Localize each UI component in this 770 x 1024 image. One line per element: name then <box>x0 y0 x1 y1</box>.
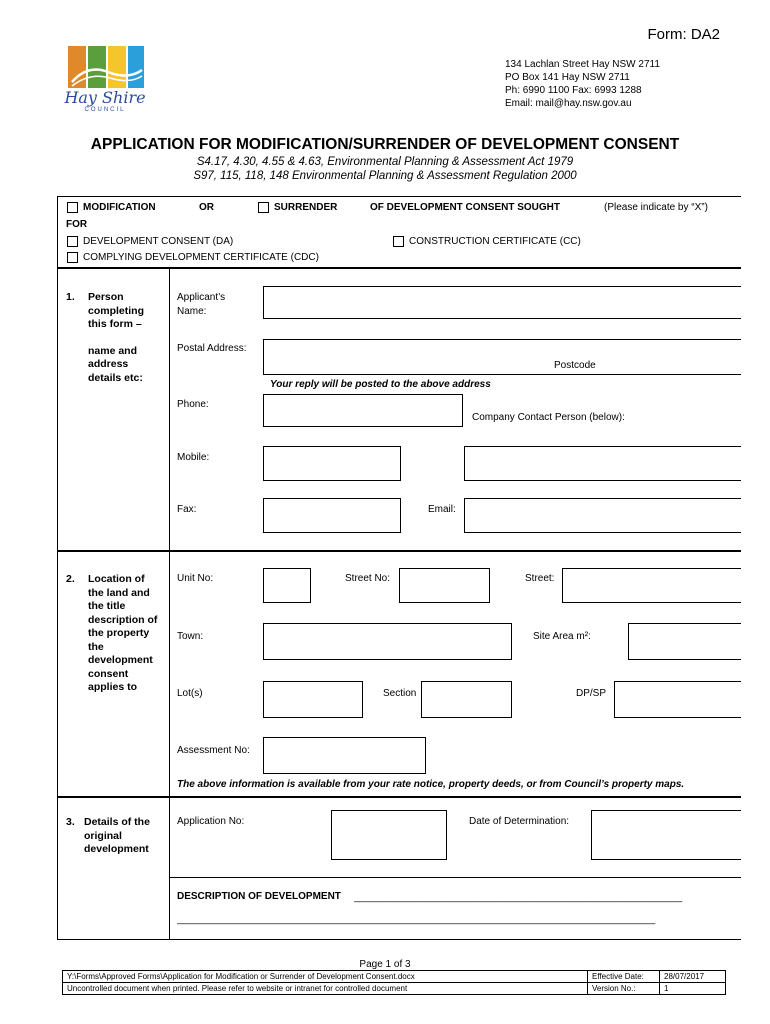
divider <box>57 550 741 552</box>
application-no-input[interactable] <box>331 810 447 860</box>
lots-input[interactable] <box>263 681 363 718</box>
email-label: Email: <box>428 504 456 515</box>
version-value: 1 <box>660 983 726 995</box>
postal-address-label: Postal Address: <box>177 343 247 354</box>
company-contact-input[interactable] <box>464 446 741 481</box>
modification-checkbox[interactable] <box>67 202 78 213</box>
fax-label: Fax: <box>177 504 197 515</box>
property-info-note: The above information is available from your rate notice, property deeds, or from Council’s property maps. <box>177 779 685 790</box>
form-title: APPLICATION FOR MODIFICATION/SURRENDER OF DEVELOPMENT CONSENT <box>90 136 680 153</box>
form-subtitle-regulation: S97, 115, 118, 148 Environmental Planning & Assessment Regulation 2000 <box>193 170 577 182</box>
street-no-input[interactable] <box>399 568 490 603</box>
phone-input[interactable] <box>263 394 463 427</box>
applicant-name-label: Applicant’s Name: <box>177 292 226 317</box>
effective-date-value: 28/07/2017 <box>660 971 726 983</box>
section-3-number: 3. <box>66 816 75 828</box>
divider <box>57 267 741 269</box>
section-input[interactable] <box>421 681 512 718</box>
description-line-1[interactable]: ___________________________________________________________ <box>354 892 683 903</box>
mobile-input[interactable] <box>263 446 401 481</box>
cc-label: CONSTRUCTION CERTIFICATE (CC) <box>409 236 581 247</box>
address-line: Ph: 6990 1100 Fax: 6993 1288 <box>505 85 642 96</box>
council-logo <box>62 46 148 118</box>
address-line: 134 Lachlan Street Hay NSW 2711 <box>505 59 660 70</box>
address-line: Email: mail@hay.nsw.gov.au <box>505 98 632 109</box>
version-label: Version No.: <box>588 983 660 995</box>
logo-tiles-icon <box>68 46 144 88</box>
description-line-2[interactable]: ______________________________________________________________________________________ <box>177 914 656 925</box>
surrender-checkbox[interactable] <box>258 202 269 213</box>
lots-label: Lot(s) <box>177 688 203 699</box>
street-input[interactable] <box>562 568 741 603</box>
file-path: Y:\Forms\Approved Forms\Application for Modification or Surrender of Development Consent.docx <box>63 971 588 983</box>
dpsp-input[interactable] <box>614 681 741 718</box>
divider <box>57 796 741 798</box>
fax-input[interactable] <box>263 498 401 533</box>
town-input[interactable] <box>263 623 512 660</box>
site-area-input[interactable] <box>628 623 741 660</box>
indicate-hint: (Please indicate by “X”) <box>604 202 708 213</box>
surrender-label: SURRENDER <box>274 202 338 213</box>
street-label: Street: <box>525 573 555 584</box>
company-contact-label: Company Contact Person (below): <box>472 412 625 423</box>
postal-address-input[interactable] <box>263 339 741 375</box>
section-1-heading: Person completing this form – name and address details etc: <box>88 291 145 384</box>
unit-no-label: Unit No: <box>177 573 214 584</box>
town-label: Town: <box>177 631 204 642</box>
assessment-no-label: Assessment No: <box>177 745 250 756</box>
date-determination-label: Date of Determination: <box>469 816 570 827</box>
for-label: FOR <box>66 219 88 230</box>
postcode-label: Postcode <box>554 360 596 371</box>
cdc-checkbox[interactable] <box>67 252 78 263</box>
address-line: PO Box 141 Hay NSW 2711 <box>505 72 630 83</box>
phone-label: Phone: <box>177 399 209 410</box>
reply-note: Your reply will be posted to the above address <box>270 379 491 390</box>
unit-no-input[interactable] <box>263 568 311 603</box>
or-label: OR <box>199 202 214 213</box>
dpsp-label: DP/SP <box>576 688 607 699</box>
modification-label: MODIFICATION <box>83 202 156 213</box>
da-label: DEVELOPMENT CONSENT (DA) <box>83 236 234 247</box>
da-checkbox[interactable] <box>67 236 78 247</box>
application-no-label: Application No: <box>177 816 245 827</box>
date-determination-input[interactable] <box>591 810 741 860</box>
section-3-heading: Details of the original development <box>84 816 150 855</box>
section-2-heading: Location of the land and the title description of the property the development consent applies to <box>88 573 158 693</box>
consent-sought-label: OF DEVELOPMENT CONSENT SOUGHT <box>370 202 561 213</box>
cc-checkbox[interactable] <box>393 236 404 247</box>
site-area-label: Site Area m²: <box>533 631 591 642</box>
cdc-label: COMPLYING DEVELOPMENT CERTIFICATE (CDC) <box>83 252 319 263</box>
uncontrolled-note: Uncontrolled document when printed. Please refer to website or intranet for controlled document <box>63 983 588 995</box>
column-divider <box>169 268 170 940</box>
divider <box>170 877 741 878</box>
mobile-label: Mobile: <box>177 452 210 463</box>
council-address <box>505 58 660 110</box>
email-input[interactable] <box>464 498 741 533</box>
form-subtitle-act: S4.17, 4.30, 4.55 & 4.63, Environmental Planning & Assessment Act 1979 <box>196 156 574 168</box>
document-control-table <box>62 970 726 995</box>
applicant-name-input[interactable] <box>263 286 741 319</box>
description-label: DESCRIPTION OF DEVELOPMENT <box>177 891 341 902</box>
page-number: Page 1 of 3 <box>359 959 411 970</box>
section-label: Section <box>383 688 417 699</box>
logo-text: Hay Shire <box>64 88 146 107</box>
street-no-label: Street No: <box>345 573 391 584</box>
form-code: Form: DA2 <box>647 26 720 43</box>
effective-date-label: Effective Date: <box>588 971 660 983</box>
section-1-number: 1. <box>66 291 75 303</box>
logo-subtext: COUNCIL <box>84 107 126 113</box>
assessment-no-input[interactable] <box>263 737 426 774</box>
section-2-number: 2. <box>66 573 75 585</box>
